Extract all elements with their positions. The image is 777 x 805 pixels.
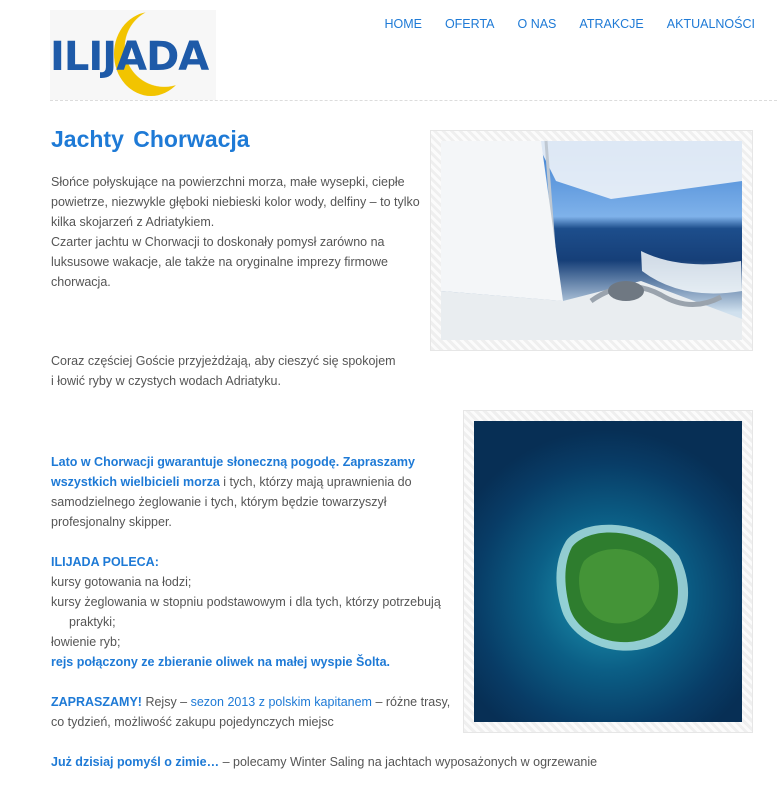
guests-line-1: Coraz częściej Goście przyjeżdżają, aby cieszyć się spokojem [51,354,396,368]
intro-line-3: kilka skojarzeń z Adriatykiem. [51,215,215,229]
invite-paragraph [51,692,450,732]
page-title: Jachty Chorwacja [51,126,250,152]
intro-line-1: Słońce połyskujące na powierzchni morza, małe wysepki, ciepłe [51,175,405,189]
intro-line-5: luksusowe wakacje, ale także na oryginalne imprezy firmowe [51,255,388,269]
yacht-photo-frame [430,130,753,351]
intro-line-4: Czarter jachtu w Chorwacji to doskonały pomysł zarówno na [51,235,385,249]
intro-line-2: powietrze, niezwykle głęboki niebieski kolor wody, delfiny – to tylko [51,195,420,209]
list-item: łowienie ryb; [51,635,121,649]
yacht-illustration [441,141,742,340]
invite-text-1: Rejsy – [141,695,191,709]
winter-heading: Już dzisiaj pomyśl o zimie… [51,755,220,769]
island-photo-frame [463,410,753,733]
list-item: kursy gotowania na łodzi; [51,575,192,589]
main-nav [384,17,755,31]
season-2013-link[interactable]: sezon 2013 z polskim kapitanem [190,695,372,709]
recommends-section [51,552,441,672]
nav-o-nas[interactable]: O NAS [517,17,557,31]
island-aerial-image [474,421,742,722]
site-logo[interactable] [50,10,216,100]
list-item-continuation: praktyki; [69,615,116,629]
island-illustration [474,421,742,722]
nav-aktualnosci[interactable]: AKTUALNOŚCI [666,17,755,31]
yacht-sailing-image [441,141,742,340]
list-item-highlight: rejs połączony ze zbieranie oliwek na małej wyspie Šolta. [51,655,391,669]
summer-highlight-1: Lato w Chorwacji gwarantuje słoneczną pogodę. Zapraszamy [51,455,415,469]
summer-paragraph [51,452,415,532]
summer-line-3: samodzielnego żeglowanie i tych, którym będzie towarzyszył [51,495,387,509]
site-header [0,0,777,102]
winter-paragraph [51,752,597,772]
guests-paragraph [51,351,396,391]
nav-home[interactable]: HOME [384,17,422,31]
nav-atrakcje[interactable]: ATRAKCJE [579,17,644,31]
winter-text: – polecamy Winter Saling na jachtach wyposażonych w ogrzewanie [219,755,598,769]
invite-text-2: – różne trasy, [371,695,451,709]
summer-line-4: profesjonalny skipper. [51,515,172,529]
invite-heading: ZAPRASZAMY! [51,695,142,709]
recommends-heading: ILIJADA POLECA: [51,555,159,569]
intro-line-6: chorwacja. [51,275,111,289]
summer-line-2-rest: i tych, którzy mają uprawnienia do [219,475,412,489]
list-item: kursy żeglowania w stopniu podstawowym i dla tych, którzy potrzebują [51,595,441,609]
intro-paragraph [51,172,420,292]
guests-line-2: i łowić ryby w czystych wodach Adriatyku. [51,374,281,388]
summer-highlight-2: wszystkich wielbicieli morza [51,475,220,489]
logo-text: ILIJADA [50,34,209,80]
nav-oferta[interactable]: OFERTA [444,17,495,31]
invite-line-2: co tydzień, możliwość zakupu pojedynczych miejsc [51,715,334,729]
header-divider [50,100,777,101]
